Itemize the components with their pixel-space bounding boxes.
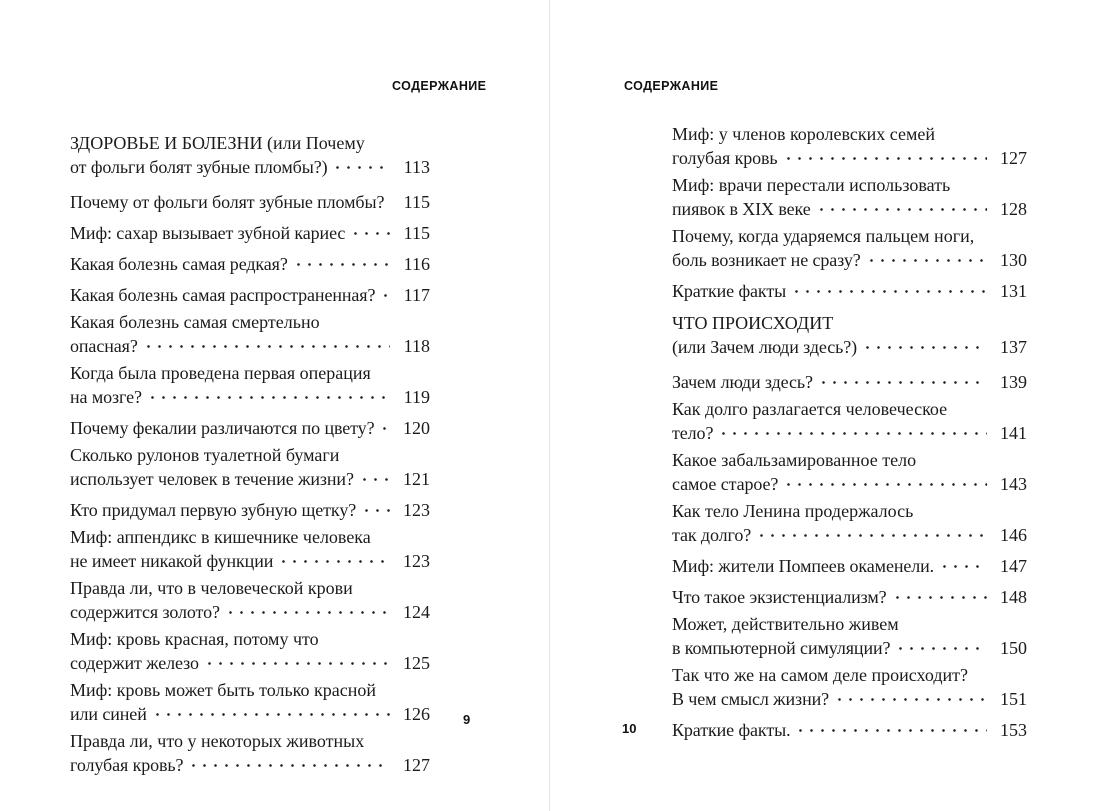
- toc-entry-lastline: [672, 521, 1027, 545]
- toc-entry-title: не имеет никакой функции: [70, 551, 274, 571]
- toc-entry-title: Какая болезнь самая редкая?: [70, 254, 288, 274]
- dot-leader: [359, 465, 390, 485]
- toc-entry-prelines: [70, 731, 430, 751]
- toc-entry[interactable]: [672, 277, 1027, 301]
- toc-entry-title: Почему от фольги болят зубные пломбы?: [70, 192, 385, 212]
- toc-entry-lastline: [70, 700, 430, 724]
- toc-entry-page-number: 128: [1000, 199, 1027, 219]
- toc-entry[interactable]: [70, 527, 430, 571]
- toc-entry-title: тело?: [672, 423, 714, 443]
- toc-entry-page-number: 125: [403, 653, 430, 673]
- toc-entry[interactable]: [672, 614, 1027, 658]
- toc-entry-line: Миф: аппендикс в кишечнике человека: [70, 527, 371, 547]
- toc-entry-title: так долго?: [672, 525, 752, 545]
- toc-entry[interactable]: [672, 583, 1027, 607]
- dot-leader: [389, 188, 390, 208]
- toc-entry-title: Миф: сахар вызывает зубной кариес: [70, 223, 346, 243]
- right-toc-list: [672, 124, 1027, 747]
- toc-entry-title: на мозге?: [70, 387, 142, 407]
- dot-leader: [791, 277, 987, 297]
- toc-entry[interactable]: [70, 629, 430, 673]
- toc-entry-lastline: [70, 547, 430, 571]
- toc-entry-prelines: [70, 680, 430, 700]
- left-running-head: СОДЕРЖАНИЕ: [392, 79, 487, 93]
- toc-entry-line: Сколько рулонов туалетной бумаги: [70, 445, 340, 465]
- toc-entry-line: Миф: врачи перестали использовать: [672, 175, 951, 195]
- toc-entry-prelines: [672, 124, 1027, 144]
- toc-entry-page-number: 151: [1000, 689, 1027, 709]
- toc-entry-line: Миф: кровь красная, потому что: [70, 629, 319, 649]
- toc-entry[interactable]: [672, 552, 1027, 576]
- toc-entry-prelines: [672, 175, 1027, 195]
- dot-leader: [756, 521, 987, 541]
- toc-entry-page-number: 130: [1000, 250, 1027, 270]
- toc-entry-title: содержится золото?: [70, 602, 220, 622]
- toc-entry-lastline: [70, 188, 430, 212]
- toc-entry[interactable]: [70, 133, 430, 177]
- toc-entry-prelines: [70, 133, 430, 153]
- toc-entry-page-number: 126: [403, 704, 430, 724]
- toc-entry-page-number: 137: [1000, 337, 1027, 357]
- page-spine-divider: [549, 0, 550, 811]
- dot-leader: [862, 333, 987, 353]
- toc-entry[interactable]: [672, 450, 1027, 494]
- toc-entry-page-number: 121: [403, 469, 430, 489]
- toc-entry-line: Правда ли, что в человеческой крови: [70, 578, 353, 598]
- toc-entry-prelines: [672, 450, 1027, 470]
- toc-entry-lastline: [672, 634, 1027, 658]
- toc-entry-title: использует человек в течение жизни?: [70, 469, 354, 489]
- toc-entry-line: Почему, когда ударяемся пальцем ноги,: [672, 226, 975, 246]
- toc-entry-page-number: 123: [403, 500, 430, 520]
- toc-entry[interactable]: [70, 414, 430, 438]
- toc-entry-line: Когда была проведена первая операция: [70, 363, 371, 383]
- toc-entry-page-number: 141: [1000, 423, 1027, 443]
- toc-entry-title: опасная?: [70, 336, 138, 356]
- toc-entry-title: Миф: жители Помпеев окаменели.: [672, 556, 935, 576]
- toc-entry-page-number: 120: [403, 418, 430, 438]
- dot-leader: [816, 195, 987, 215]
- toc-entry-line: Миф: у членов королевских семей: [672, 124, 935, 144]
- left-folio-number: 9: [463, 712, 471, 727]
- toc-entry-title: самое старое?: [672, 474, 779, 494]
- toc-entry[interactable]: [70, 250, 430, 274]
- toc-entry-prelines: [672, 501, 1027, 521]
- toc-entry-title: от фольги болят зубные пломбы?): [70, 157, 328, 177]
- dot-leader: [143, 332, 390, 352]
- toc-entry-lastline: [672, 246, 1027, 270]
- dot-leader: [152, 700, 390, 720]
- toc-entry[interactable]: [70, 188, 430, 212]
- toc-entry-prelines: [70, 578, 430, 598]
- toc-entry-line: Как тело Ленина продержалось: [672, 501, 914, 521]
- toc-entry-page-number: 116: [403, 254, 430, 274]
- toc-entry-lastline: [70, 153, 430, 177]
- toc-entry[interactable]: [70, 445, 430, 489]
- dot-leader: [147, 383, 390, 403]
- toc-entry-line: Как долго разлагается человеческое: [672, 399, 948, 419]
- right-running-head: СОДЕРЖАНИЕ: [624, 79, 719, 93]
- toc-entry-prelines: [672, 614, 1027, 634]
- toc-entry-page-number: 119: [403, 387, 430, 407]
- toc-entry-lastline: [672, 277, 1027, 301]
- toc-entry-lastline: [70, 598, 430, 622]
- toc-entry-page-number: 123: [403, 551, 430, 571]
- toc-entry-lastline: [672, 368, 1027, 392]
- toc-entry-prelines: [70, 363, 430, 383]
- toc-entry-line: Какая болезнь самая смертельно: [70, 312, 320, 332]
- toc-entry[interactable]: [70, 312, 430, 356]
- toc-entry-title: Что такое экзистенциализм?: [672, 587, 887, 607]
- toc-entry-prelines: [672, 226, 1027, 246]
- toc-entry-prelines: [672, 399, 1027, 419]
- toc-entry-title: Зачем люди здесь?: [672, 372, 813, 392]
- toc-entry[interactable]: [672, 313, 1027, 357]
- toc-entry[interactable]: [672, 665, 1027, 709]
- toc-entry-lastline: [70, 465, 430, 489]
- toc-entry[interactable]: [672, 501, 1027, 545]
- toc-entry[interactable]: [70, 578, 430, 622]
- toc-entry[interactable]: [70, 363, 430, 407]
- toc-entry-title: Краткие факты.: [672, 720, 791, 740]
- dot-leader: [332, 153, 390, 173]
- toc-entry-title: боль возникает не сразу?: [672, 250, 861, 270]
- toc-entry[interactable]: [70, 496, 430, 520]
- toc-entry-page-number: 115: [403, 223, 430, 243]
- dot-leader: [361, 496, 390, 516]
- dot-leader: [866, 246, 987, 266]
- toc-entry-page-number: 153: [1000, 720, 1027, 740]
- toc-entry[interactable]: [70, 281, 430, 305]
- toc-entry-lastline: [70, 281, 430, 305]
- toc-entry-page-number: 143: [1000, 474, 1027, 494]
- toc-entry-lastline: [672, 195, 1027, 219]
- toc-entry-title: Почему фекалии различаются по цвету?: [70, 418, 375, 438]
- dot-leader: [818, 368, 987, 388]
- toc-entry-prelines: [672, 313, 1027, 333]
- toc-entry-title: голубая кровь?: [70, 755, 184, 775]
- toc-entry-lastline: [70, 649, 430, 673]
- dot-leader: [188, 751, 390, 771]
- toc-entry-prelines: [70, 629, 430, 649]
- toc-entry-page-number: 113: [403, 157, 430, 177]
- toc-entry-page-number: 150: [1000, 638, 1027, 658]
- toc-entry-line: Миф: кровь может быть только красной: [70, 680, 376, 700]
- dot-leader: [783, 470, 987, 490]
- toc-entry[interactable]: [672, 124, 1027, 168]
- toc-entry[interactable]: [70, 219, 430, 243]
- toc-entry-page-number: 139: [1000, 372, 1027, 392]
- dot-leader: [795, 716, 987, 736]
- toc-entry-line: ЗДОРОВЬЕ И БОЛЕЗНИ (или Почему: [70, 133, 365, 153]
- toc-entry-title: или синей: [70, 704, 147, 724]
- dot-leader: [204, 649, 390, 669]
- toc-entry-page-number: 117: [403, 285, 430, 305]
- right-folio-number: 10: [622, 721, 637, 736]
- toc-entry-title: пиявок в XIX веке: [672, 199, 811, 219]
- toc-entry-title: в компьютерной симуляции?: [672, 638, 891, 658]
- toc-entry-lastline: [70, 332, 430, 356]
- toc-entry-title: В чем смысл жизни?: [672, 689, 830, 709]
- dot-leader: [939, 552, 987, 572]
- toc-entry-lastline: [672, 470, 1027, 494]
- toc-entry-line: Может, действительно живем: [672, 614, 899, 634]
- dot-leader: [718, 419, 987, 439]
- toc-entry-lastline: [672, 144, 1027, 168]
- dot-leader: [895, 634, 987, 654]
- toc-entry-title: Какая болезнь самая распространенная?: [70, 285, 376, 305]
- toc-entry-lastline: [672, 583, 1027, 607]
- dot-leader: [350, 219, 390, 239]
- toc-entry-line: ЧТО ПРОИСХОДИТ: [672, 313, 834, 333]
- toc-entry-lastline: [70, 414, 430, 438]
- toc-entry-page-number: 131: [1000, 281, 1027, 301]
- toc-entry-lastline: [672, 333, 1027, 357]
- toc-entry-title: (или Зачем люди здесь?): [672, 337, 858, 357]
- toc-entry[interactable]: [70, 680, 430, 724]
- dot-leader: [380, 281, 390, 301]
- toc-entry-page-number: 127: [403, 755, 430, 775]
- toc-entry-lastline: [70, 250, 430, 274]
- dot-leader: [834, 685, 987, 705]
- toc-entry-prelines: [672, 665, 1027, 685]
- toc-entry-line: Правда ли, что у некоторых животных: [70, 731, 365, 751]
- toc-entry-page-number: 147: [1000, 556, 1027, 576]
- toc-entry-lastline: [70, 496, 430, 520]
- toc-entry-page-number: 115: [403, 192, 430, 212]
- toc-entry-lastline: [672, 419, 1027, 443]
- toc-entry[interactable]: [672, 716, 1027, 740]
- dot-leader: [293, 250, 390, 270]
- toc-entry-page-number: 118: [403, 336, 430, 356]
- toc-entry-title: содержит железо: [70, 653, 199, 673]
- toc-entry-lastline: [70, 751, 430, 775]
- toc-entry-lastline: [70, 383, 430, 407]
- toc-entry-page-number: 146: [1000, 525, 1027, 545]
- toc-entry[interactable]: [672, 368, 1027, 392]
- toc-entry-prelines: [70, 527, 430, 547]
- dot-leader: [892, 583, 987, 603]
- toc-entry-line: Какое забальзамированное тело: [672, 450, 917, 470]
- toc-entry-lastline: [672, 716, 1027, 740]
- toc-entry-title: Краткие факты: [672, 281, 787, 301]
- toc-entry-line: Так что же на самом деле происходит?: [672, 665, 968, 685]
- left-toc-list: [70, 121, 430, 782]
- toc-entry-lastline: [672, 685, 1027, 709]
- dot-leader: [379, 414, 390, 434]
- toc-entry-page-number: 124: [403, 602, 430, 622]
- toc-entry-title: Кто придумал первую зубную щетку?: [70, 500, 357, 520]
- toc-entry-page-number: 127: [1000, 148, 1027, 168]
- dot-leader: [225, 598, 390, 618]
- toc-entry-prelines: [70, 312, 430, 332]
- dot-leader: [278, 547, 390, 567]
- toc-entry-page-number: 148: [1000, 587, 1027, 607]
- toc-entry[interactable]: [672, 175, 1027, 219]
- toc-entry-title: голубая кровь: [672, 148, 778, 168]
- toc-entry[interactable]: [672, 226, 1027, 270]
- dot-leader: [783, 144, 987, 164]
- toc-entry[interactable]: [70, 731, 430, 775]
- toc-entry-lastline: [70, 219, 430, 243]
- toc-entry[interactable]: [672, 399, 1027, 443]
- toc-entry-lastline: [672, 552, 1027, 576]
- toc-entry-prelines: [70, 445, 430, 465]
